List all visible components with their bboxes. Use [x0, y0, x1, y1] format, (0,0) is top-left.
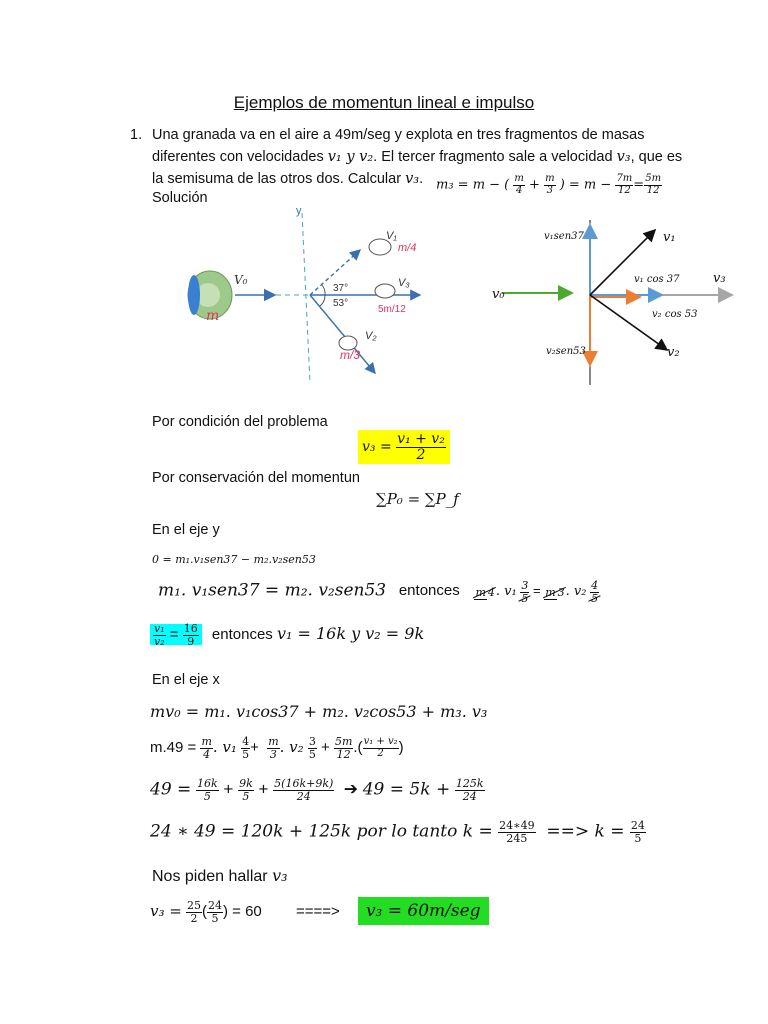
eq-y-zero: 0 = m₁.v₁sen37 − m₂.v₂sen53 — [152, 553, 316, 566]
label-v2sen53: v₂sen53 — [546, 346, 586, 357]
eq-x-k: 49 = $\frac{16k}{5}$ + $\frac{9k}{5}$ + $\frac{5(16k+9k)}{24}$ ➔ 49 = 5k + $\frac{125k}{24}$ — [150, 777, 484, 803]
v3-definition: v₃ = $\frac{\text{v₁ + v₂}}{2}$ — [358, 430, 450, 464]
sketch-v2-label: V₂ — [365, 330, 377, 342]
problem-line-1: Una granada va en el aire a 49m/seg y explota en tres fragmentos de masas — [152, 127, 645, 143]
v2-arrow — [590, 295, 667, 350]
label-v2cos53: v₂ cos 53 — [652, 309, 698, 320]
sketch-m4-label: m/4 — [398, 242, 417, 254]
sketch-y-label: y — [296, 205, 302, 217]
fragment-3-icon — [375, 284, 395, 298]
vector-diagram — [490, 215, 740, 390]
label-v2: v₂ — [667, 345, 680, 360]
sketch-v1-label: V₁ — [386, 230, 397, 242]
velocity-ratio: $\frac{\text{v₁}}{\text{v₂}}$ = $\frac{16}{9}$ entonces v₁ = 16k y v₂ = 9k — [150, 623, 424, 647]
v1-arrow — [590, 230, 655, 295]
hallar-text: Nos piden hallar v₃ — [152, 866, 288, 885]
conservacion-text: Por conservación del momentun — [152, 470, 360, 486]
momentum-sum-equation: ∑P₀ = ∑P_f — [376, 490, 459, 508]
result-highlight: v₃ = 60m/seg — [358, 897, 489, 925]
eq-k-solution: 24 ∗ 49 = 120k + 125k por lo tanto k = $\frac{24∗49}{245}$ ==> k = $\frac{24}{5}$ — [150, 819, 645, 845]
sketch-angle-37: 37° — [333, 283, 349, 294]
condicion-text: Por condición del problema — [152, 414, 328, 430]
sketch-v0-label: V₀ — [234, 273, 248, 287]
label-v3: v₃ — [713, 271, 726, 286]
sketch-m-label: m — [206, 308, 220, 324]
problem-line-2: diferentes con velocidades v₁ y v₂. El tercer fragmento sale a velocidad v₃, que es — [152, 149, 683, 165]
m3-formula: m₃ = m − ( $\frac{m}{4}$ + $\frac{m}{3}$ ) = m − $\frac{7m}{12}$ = $\frac{5m}{12}$ — [436, 173, 662, 196]
sketch-v3-label: V₃ — [398, 277, 410, 289]
label-v0: v₀ — [492, 287, 505, 302]
solucion-label: Solución — [152, 190, 208, 206]
eq-x-momentum: mv₀ = m₁. v₁cos37 + m₂. v₂cos53 + m₃. v₃ — [150, 702, 488, 721]
sketch-angle-53: 53° — [333, 298, 349, 309]
sketch-m3-label: m/3 — [340, 348, 361, 362]
eq-x-substituted: m.49 = $\frac{m}{4}$ . v₁ $\frac{4}{5}$ + $\frac{m}{3}$ . v₂ $\frac{3}{5}$ + $\frac{5m}{12}$ .( $\frac{\text{v₁ + v₂}}{2}$ ) — [150, 735, 404, 761]
eje-y-label: En el eje y — [152, 522, 220, 538]
explosion-sketch — [180, 205, 450, 385]
page-title: Ejemplos de momentun lineal e impulso — [233, 93, 535, 112]
final-answer: v₃ = $\frac{25}{2}$ ( $\frac{24}{5}$ ) = 60 ====> v₃ = 60m/seg — [150, 900, 489, 924]
problem-line-3: la semisuma de las otros dos. Calcular v₃. — [152, 171, 424, 187]
problem-number: 1. — [130, 127, 143, 143]
y-axis-dashed — [302, 213, 310, 383]
eq-y-balance: m₁. v₁sen37 = m₂. v₂sen53 entonces m 4. v₁ $\frac{3}{5}$ = m 3. v₂ $\frac{4}{5}$ — [158, 579, 599, 605]
label-v1sen37: v₁sen37 — [544, 231, 584, 242]
eje-x-label: En el eje x — [152, 672, 220, 688]
label-v1: v₁ — [663, 230, 676, 245]
label-v1cos37: v₁ cos 37 — [634, 274, 680, 285]
sketch-5m12-label: 5m/12 — [378, 304, 406, 315]
